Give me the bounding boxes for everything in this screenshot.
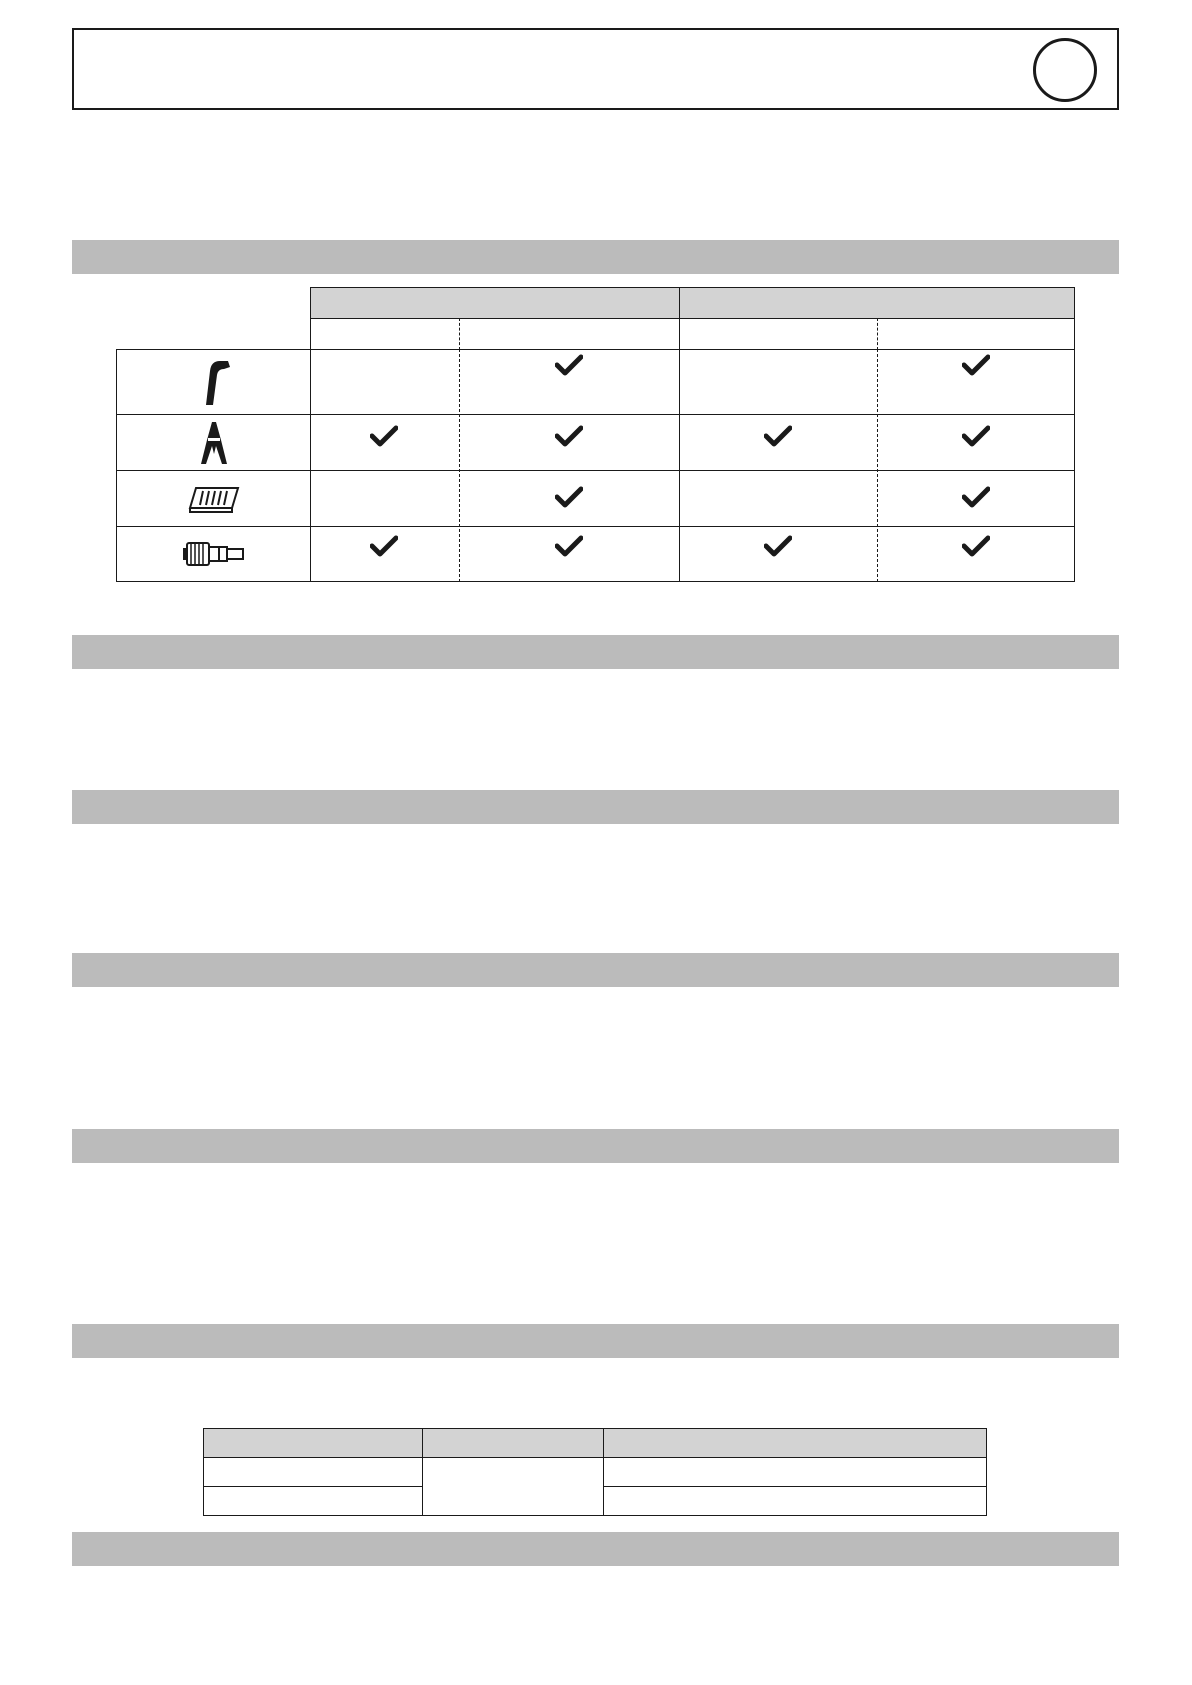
section-bar-2 bbox=[72, 635, 1119, 669]
clamp-icon bbox=[117, 415, 310, 470]
spec-table bbox=[203, 1428, 987, 1516]
spec-cell bbox=[604, 1487, 987, 1516]
check-mark-icon bbox=[555, 354, 583, 376]
section-bar-6 bbox=[72, 1324, 1119, 1358]
torch-icon bbox=[117, 350, 310, 414]
check-mark-icon bbox=[764, 425, 792, 447]
spec-cell bbox=[604, 1458, 987, 1487]
check-mark-icon bbox=[555, 425, 583, 447]
check-mark-icon bbox=[370, 425, 398, 447]
section-bar-4 bbox=[72, 953, 1119, 987]
section-bar-5 bbox=[72, 1129, 1119, 1163]
compatibility-table bbox=[0, 0, 1192, 600]
check-mark-icon bbox=[555, 535, 583, 557]
section-bar-3 bbox=[72, 790, 1119, 824]
check-mark-icon bbox=[370, 535, 398, 557]
spec-cell bbox=[204, 1458, 423, 1487]
check-mark-icon bbox=[962, 486, 990, 508]
section-bar-7 bbox=[72, 1532, 1119, 1566]
group-header-1 bbox=[310, 287, 680, 319]
check-mark-icon bbox=[764, 535, 792, 557]
spec-header-3 bbox=[604, 1429, 987, 1458]
check-mark-icon bbox=[962, 425, 990, 447]
check-mark-icon bbox=[962, 535, 990, 557]
spec-cell bbox=[422, 1458, 604, 1516]
connector-icon bbox=[117, 527, 310, 581]
check-mark-icon bbox=[555, 486, 583, 508]
battery-icon bbox=[117, 471, 310, 526]
spec-header-1 bbox=[204, 1429, 423, 1458]
spec-header-2 bbox=[422, 1429, 604, 1458]
group-header-2 bbox=[679, 287, 1075, 319]
spec-cell bbox=[204, 1487, 423, 1516]
check-mark-icon bbox=[962, 354, 990, 376]
